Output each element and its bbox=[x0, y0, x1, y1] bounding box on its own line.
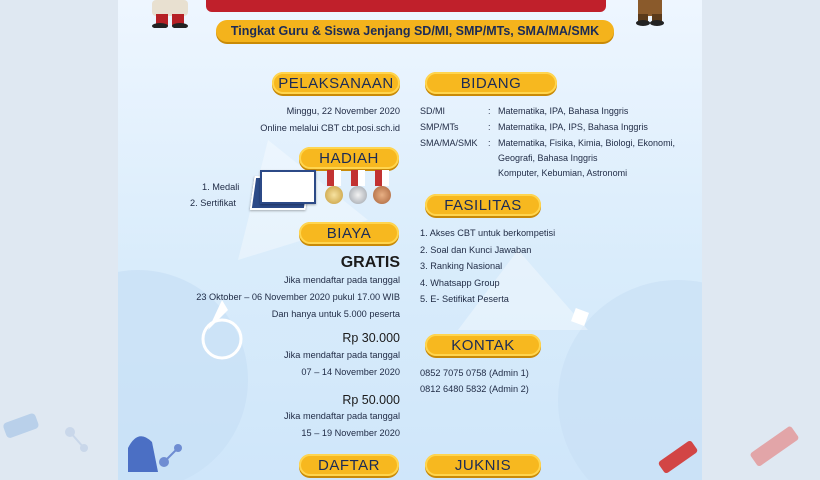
kontak-heading: KONTAK bbox=[425, 334, 541, 356]
biaya-gratis-line-1: Jika mendaftar pada tanggal bbox=[284, 275, 400, 285]
poster bbox=[118, 0, 702, 480]
biaya-heading: BIAYA bbox=[299, 222, 399, 244]
bidang-level: SMP/MTs bbox=[420, 122, 459, 132]
biaya-tier3-line-1: Jika mendaftar pada tanggal bbox=[284, 411, 400, 421]
background-shapes bbox=[118, 0, 702, 480]
biaya-gratis-line-2: 23 Oktober – 06 November 2020 pukul 17.00 WIB bbox=[196, 292, 400, 302]
right-blurred-margin bbox=[702, 0, 820, 480]
biaya-tier3-price: Rp 50.000 bbox=[342, 393, 400, 407]
biaya-gratis-price: GRATIS bbox=[340, 254, 400, 271]
scout-character-right bbox=[630, 0, 670, 26]
list-item: 2. Soal dan Kunci Jawaban bbox=[420, 244, 532, 255]
syringe-icon bbox=[702, 420, 820, 480]
lab-glassware-icon bbox=[0, 400, 118, 480]
student-character-left bbox=[146, 0, 194, 28]
bidang-level: SD/MI bbox=[420, 106, 446, 116]
bidang-subjects: Matematika, IPA, Bahasa Inggris bbox=[498, 106, 629, 116]
fasilitas-heading: FASILITAS bbox=[425, 194, 541, 216]
hadiah-heading: HADIAH bbox=[299, 147, 399, 169]
bidang-subjects: Matematika, Fisika, Kimia, Biologi, Ekonomi, bbox=[498, 138, 676, 148]
kontak-admin-2: 0812 6480 5832 (Admin 2) bbox=[420, 384, 529, 394]
biaya-tier2-price: Rp 30.000 bbox=[342, 331, 400, 345]
bidang-sep: : bbox=[488, 138, 491, 148]
bidang-sep: : bbox=[488, 122, 491, 132]
certificate-front-icon bbox=[260, 170, 316, 204]
biaya-gratis-line-3: Dan hanya untuk 5.000 peserta bbox=[271, 309, 400, 319]
bidang-heading: BIDANG bbox=[425, 72, 557, 94]
fasilitas-list bbox=[420, 228, 555, 311]
bidang-level: SMA/MA/SMK bbox=[420, 138, 478, 148]
list-item: 3. Ranking Nasional bbox=[420, 261, 503, 271]
pelaksanaan-mode: Online melalui CBT cbt.posi.sch.id bbox=[260, 123, 400, 133]
kontak-admin-1: 0852 7075 0758 (Admin 1) bbox=[420, 368, 529, 378]
subtitle-banner: Tingkat Guru & Siswa Jenjang SD/MI, SMP/MTs, SMA/MA/SMK bbox=[216, 20, 614, 42]
hadiah-item-1: 1. Medali bbox=[202, 182, 240, 192]
bidang-subjects: Matematika, IPA, IPS, Bahasa Inggris bbox=[498, 122, 648, 132]
biaya-tier3-line-2: 15 – 19 November 2020 bbox=[301, 428, 400, 438]
biaya-tier2-line-1: Jika mendaftar pada tanggal bbox=[284, 350, 400, 360]
juknis-heading: JUKNIS bbox=[425, 454, 541, 476]
list-item: 5. E- Setifikat Peserta bbox=[420, 294, 509, 304]
hadiah-item-2: 2. Sertifikat bbox=[190, 198, 236, 208]
bidang-subjects: Geografi, Bahasa Inggris bbox=[498, 153, 598, 163]
bidang-sep: : bbox=[488, 106, 491, 116]
bidang-subjects: Komputer, Kebumian, Astronomi bbox=[498, 168, 628, 178]
pelaksanaan-date: Minggu, 22 November 2020 bbox=[286, 106, 400, 116]
list-item: 1. Akses CBT untuk berkompetisi bbox=[420, 228, 556, 238]
list-item: 4. Whatsapp Group bbox=[420, 277, 500, 288]
left-blurred-margin bbox=[0, 0, 118, 480]
biaya-tier2-line-2: 07 – 14 November 2020 bbox=[301, 367, 400, 377]
pelaksanaan-heading: PELAKSANAAN bbox=[272, 72, 400, 94]
title-banner-edge bbox=[206, 0, 606, 12]
daftar-heading: DAFTAR bbox=[299, 454, 399, 476]
